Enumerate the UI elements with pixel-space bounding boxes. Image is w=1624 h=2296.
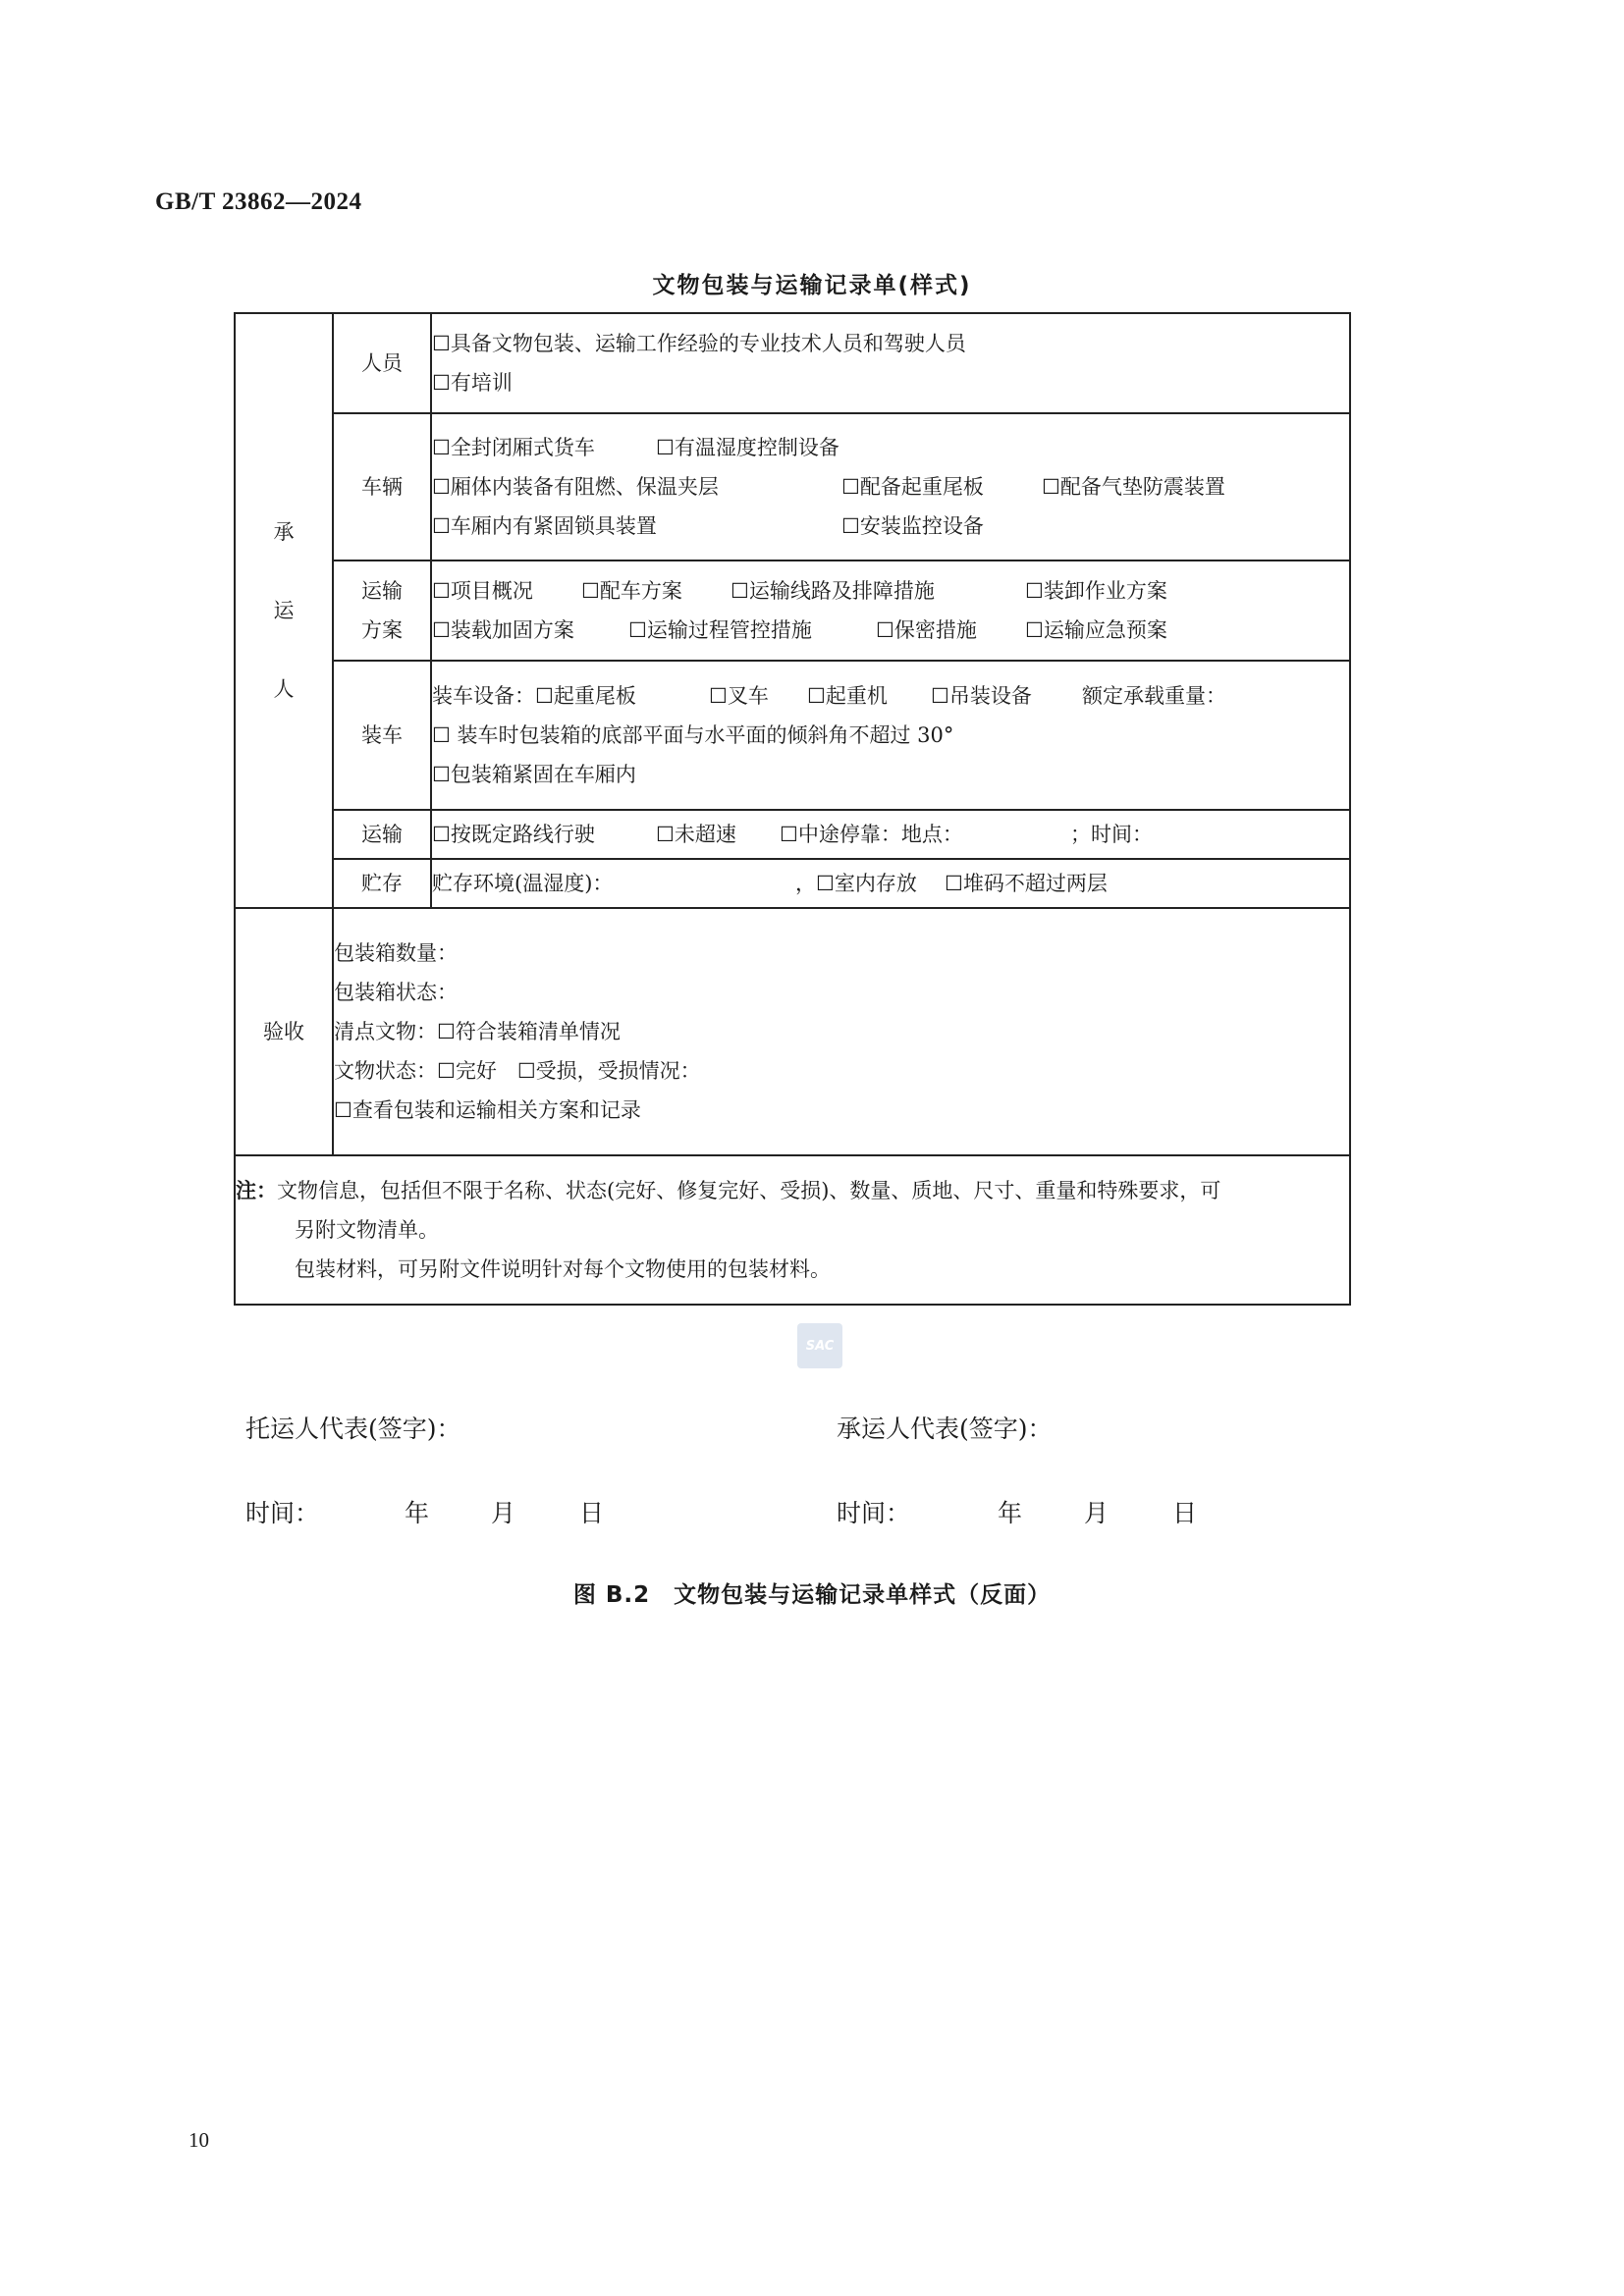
shipper-year-label: 年 <box>405 1499 430 1527</box>
acceptance-line[interactable]: ☐查看包装和运输相关方案和记录 <box>334 1098 641 1122</box>
category-loading: 装车 <box>333 661 431 810</box>
time-label: ；时间： <box>1070 823 1153 846</box>
checkbox-option[interactable]: ☐厢体内装备有阻燃、保温夹层 <box>432 475 719 499</box>
checkbox-option[interactable]: ☐中途停靠：地点： <box>780 823 963 846</box>
shipper-rep-signature-label: 托运人代表(签字)： <box>245 1415 461 1443</box>
carrier-day-label: 日 <box>1172 1499 1198 1527</box>
row-vehicle <box>235 413 1350 561</box>
acceptance-line: 包装箱数量： <box>334 941 458 965</box>
row-note <box>235 1155 1350 1305</box>
checkbox-option[interactable]: ☐车厢内有紧固锁具装置 <box>432 514 657 538</box>
figure-caption: 图 B.2 文物包装与运输记录单样式（反面） <box>572 1582 1052 1608</box>
checkbox-option[interactable]: ☐按既定路线行驶 <box>432 823 595 846</box>
category-storage: 贮存 <box>333 859 431 908</box>
acceptance-label: 验收 <box>235 908 333 1155</box>
acceptance-content <box>333 908 1350 1155</box>
checkbox-option[interactable]: ☐未超速 <box>656 823 736 846</box>
page-number: 10 <box>189 2128 209 2152</box>
sac-watermark-logo: SAC <box>797 1323 842 1368</box>
carrier-label: 承 运 人 <box>235 313 333 908</box>
carrier-month-label: 月 <box>1084 1499 1110 1527</box>
category-vehicle: 车辆 <box>333 413 431 561</box>
checkbox-option[interactable]: ☐项目概况 <box>432 579 533 603</box>
note-line: 另附文物清单。 <box>295 1218 439 1242</box>
shipper-month-label: 月 <box>491 1499 516 1527</box>
checkbox-option[interactable]: ☐全封闭厢式货车 <box>432 436 595 459</box>
content-personnel <box>431 313 1350 413</box>
shipper-day-label: 日 <box>579 1499 605 1527</box>
standard-code: GB/T 23862—2024 <box>155 188 362 215</box>
checkbox-option[interactable]: ☐装卸作业方案 <box>1025 579 1167 603</box>
category-transport: 运输 <box>333 810 431 859</box>
shipper-time-label: 时间： <box>245 1499 320 1527</box>
note-label: 注： <box>236 1179 277 1202</box>
note-line: 包装材料，可另附文件说明针对每个文物使用的包装材料。 <box>295 1257 831 1281</box>
checkbox-option[interactable]: ☐配车方案 <box>581 579 682 603</box>
checkbox-option[interactable]: ☐ 装车时包装箱的底部平面与水平面的倾斜角不超过 30° <box>432 723 954 747</box>
storage-env-label: 贮存环境(温湿度)： <box>432 872 614 895</box>
checkbox-option[interactable]: ☐运输过程管控措施 <box>628 618 812 642</box>
checkbox-option[interactable]: ☐有温湿度控制设备 <box>656 436 839 459</box>
row-transport <box>235 810 1350 859</box>
note-content <box>235 1155 1350 1305</box>
checkbox-option[interactable]: ☐起重机 <box>807 684 888 708</box>
checkbox-option[interactable]: ☐保密措施 <box>876 618 977 642</box>
carrier-rep-signature-label: 承运人代表(签字)： <box>837 1415 1053 1443</box>
checkbox-option[interactable]: ☐安装监控设备 <box>841 514 984 538</box>
checkbox-option[interactable]: ☐具备文物包装、运输工作经验的专业技术人员和驾驶人员 <box>432 332 966 355</box>
record-table <box>234 312 1351 1306</box>
content-loading <box>431 661 1350 810</box>
form-title: 文物包装与运输记录单(样式) <box>652 273 972 298</box>
checkbox-option[interactable]: ☐装载加固方案 <box>432 618 574 642</box>
content-transport <box>431 810 1350 859</box>
content-storage <box>431 859 1350 908</box>
carrier-time-label: 时间： <box>837 1499 911 1527</box>
row-acceptance <box>235 908 1350 1155</box>
note-line: 文物信息，包括但不限于名称、状态(完好、修复完好、受损)、数量、质地、尺寸、重量和特殊要求，可 <box>277 1179 1221 1202</box>
rated-load-label: 额定承载重量： <box>1082 684 1226 708</box>
content-transport-plan <box>431 561 1350 661</box>
checkbox-option[interactable]: ☐配备起重尾板 <box>841 475 984 499</box>
checkbox-option[interactable]: ，☐室内存放 <box>795 872 917 895</box>
checkbox-option[interactable]: ☐堆码不超过两层 <box>945 872 1108 895</box>
checkbox-option[interactable]: ☐有培训 <box>432 371 513 395</box>
checkbox-option[interactable]: ☐运输线路及排障措施 <box>731 579 935 603</box>
content-vehicle <box>431 413 1350 561</box>
checkbox-option[interactable]: ☐叉车 <box>709 684 769 708</box>
carrier-year-label: 年 <box>998 1499 1023 1527</box>
checkbox-option[interactable]: ☐包装箱紧固在车厢内 <box>432 763 636 786</box>
checkbox-option[interactable]: ☐配备气垫防震装置 <box>1042 475 1225 499</box>
category-personnel: 人员 <box>333 313 431 413</box>
checkbox-option[interactable]: 装车设备：☐起重尾板 <box>432 684 636 708</box>
row-transport-plan <box>235 561 1350 661</box>
row-storage <box>235 859 1350 908</box>
checkbox-option[interactable]: ☐运输应急预案 <box>1025 618 1167 642</box>
acceptance-line: 包装箱状态： <box>334 981 458 1004</box>
row-loading <box>235 661 1350 810</box>
acceptance-line[interactable]: 文物状态：☐完好 ☐受损，受损情况： <box>334 1059 701 1083</box>
row-personnel <box>235 313 1350 413</box>
acceptance-line[interactable]: 清点文物：☐符合装箱清单情况 <box>334 1020 621 1043</box>
checkbox-option[interactable]: ☐吊装设备 <box>931 684 1032 708</box>
category-transport-plan: 运输 方案 <box>333 561 431 661</box>
